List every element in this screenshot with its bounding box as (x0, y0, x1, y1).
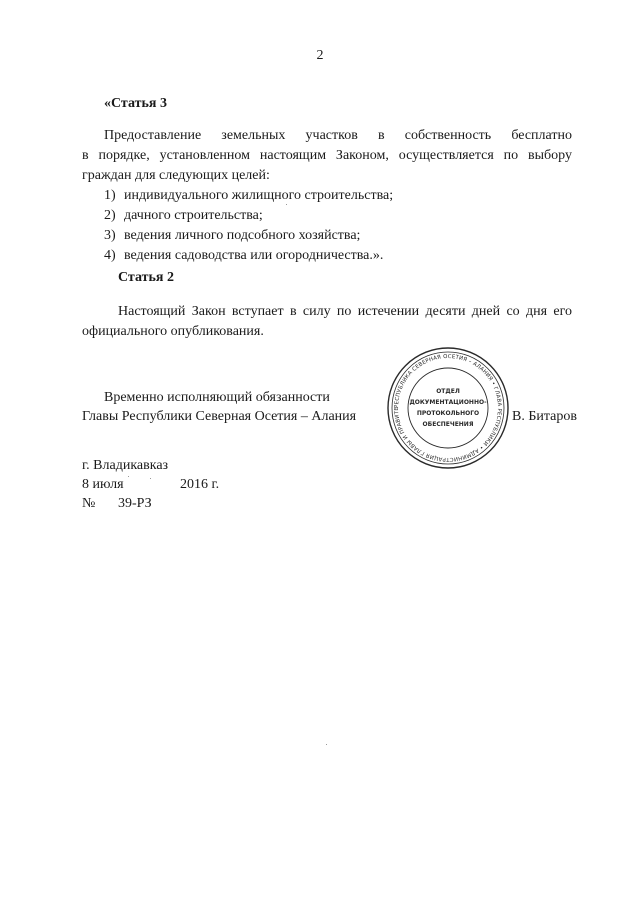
article-2-paragraph-line-2: официального опубликования. (82, 324, 264, 339)
list-item-number: 1) (104, 188, 116, 203)
article-2-paragraph (82, 302, 572, 342)
list-item (104, 246, 383, 266)
list-item-number: 2) (104, 208, 116, 223)
list-item-number: 4) (104, 248, 116, 263)
list-item-text: ведения личного подсобного хозяйства; (124, 228, 361, 243)
list-item-number: 3) (104, 228, 116, 243)
seal-outer-text: РЕСПУБЛИКА СЕВЕРНАЯ ОСЕТИЯ – АЛАНИЯ • ГЛАВА РЕСПУБЛИКИ • АДМИНИСТРАЦИЯ ГЛАВЫ И ПРАВИТЕ (393, 353, 503, 463)
list-item (104, 226, 360, 246)
list-item (104, 186, 393, 206)
seal-inner-line-4: ОБЕСПЕЧЕНИЯ (422, 421, 474, 428)
list-item-text: индивидуального жилищного строительства; (124, 188, 394, 203)
scan-speck (150, 478, 151, 479)
article-3-paragraph-line-1: Предоставление земельных участков в собственность бесплатно (104, 128, 572, 143)
article-3-heading: «Статья 3 (104, 96, 167, 111)
article-3-paragraph (82, 126, 572, 186)
article-3-paragraph-line-2: в порядке, установленном настоящим Законом, осуществляется по выбору (82, 148, 572, 163)
signatory-position-line-1: Временно исполняющий обязанности (104, 390, 330, 405)
scan-speck (286, 204, 287, 205)
article-2-heading: Статья 2 (118, 270, 174, 285)
list-item-text: дачного строительства; (124, 208, 263, 223)
seal-inner-line-2: ДОКУМЕНТАЦИОННО- (409, 399, 487, 406)
city: г. Владикавказ (82, 458, 169, 473)
official-seal-stamp (386, 346, 510, 470)
date-year: 2016 г. (180, 477, 220, 492)
seal-inner-line-3: ПРОТОКОЛЬНОГО (416, 410, 480, 417)
scan-speck (128, 476, 129, 477)
seal-inner-line-1: ОТДЕЛ (436, 388, 460, 395)
list-item-text: ведения садоводства или огородничества.». (124, 248, 384, 263)
number-sign: № (82, 496, 96, 511)
date-day: 8 июля (82, 477, 124, 492)
list-item (104, 206, 263, 226)
article-3-paragraph-line-3: граждан для следующих целей: (82, 168, 270, 183)
law-number: 39-РЗ (118, 496, 152, 511)
signatory-name: В. Битаров (512, 409, 577, 424)
article-2-paragraph-line-1: Настоящий Закон вступает в силу по истечении десяти дней со дня его (118, 304, 572, 319)
page-number: 2 (316, 48, 324, 63)
seal-icon (386, 346, 510, 470)
scan-speck (326, 744, 327, 745)
signatory-position-line-2: Главы Республики Северная Осетия – Алания (82, 409, 357, 424)
